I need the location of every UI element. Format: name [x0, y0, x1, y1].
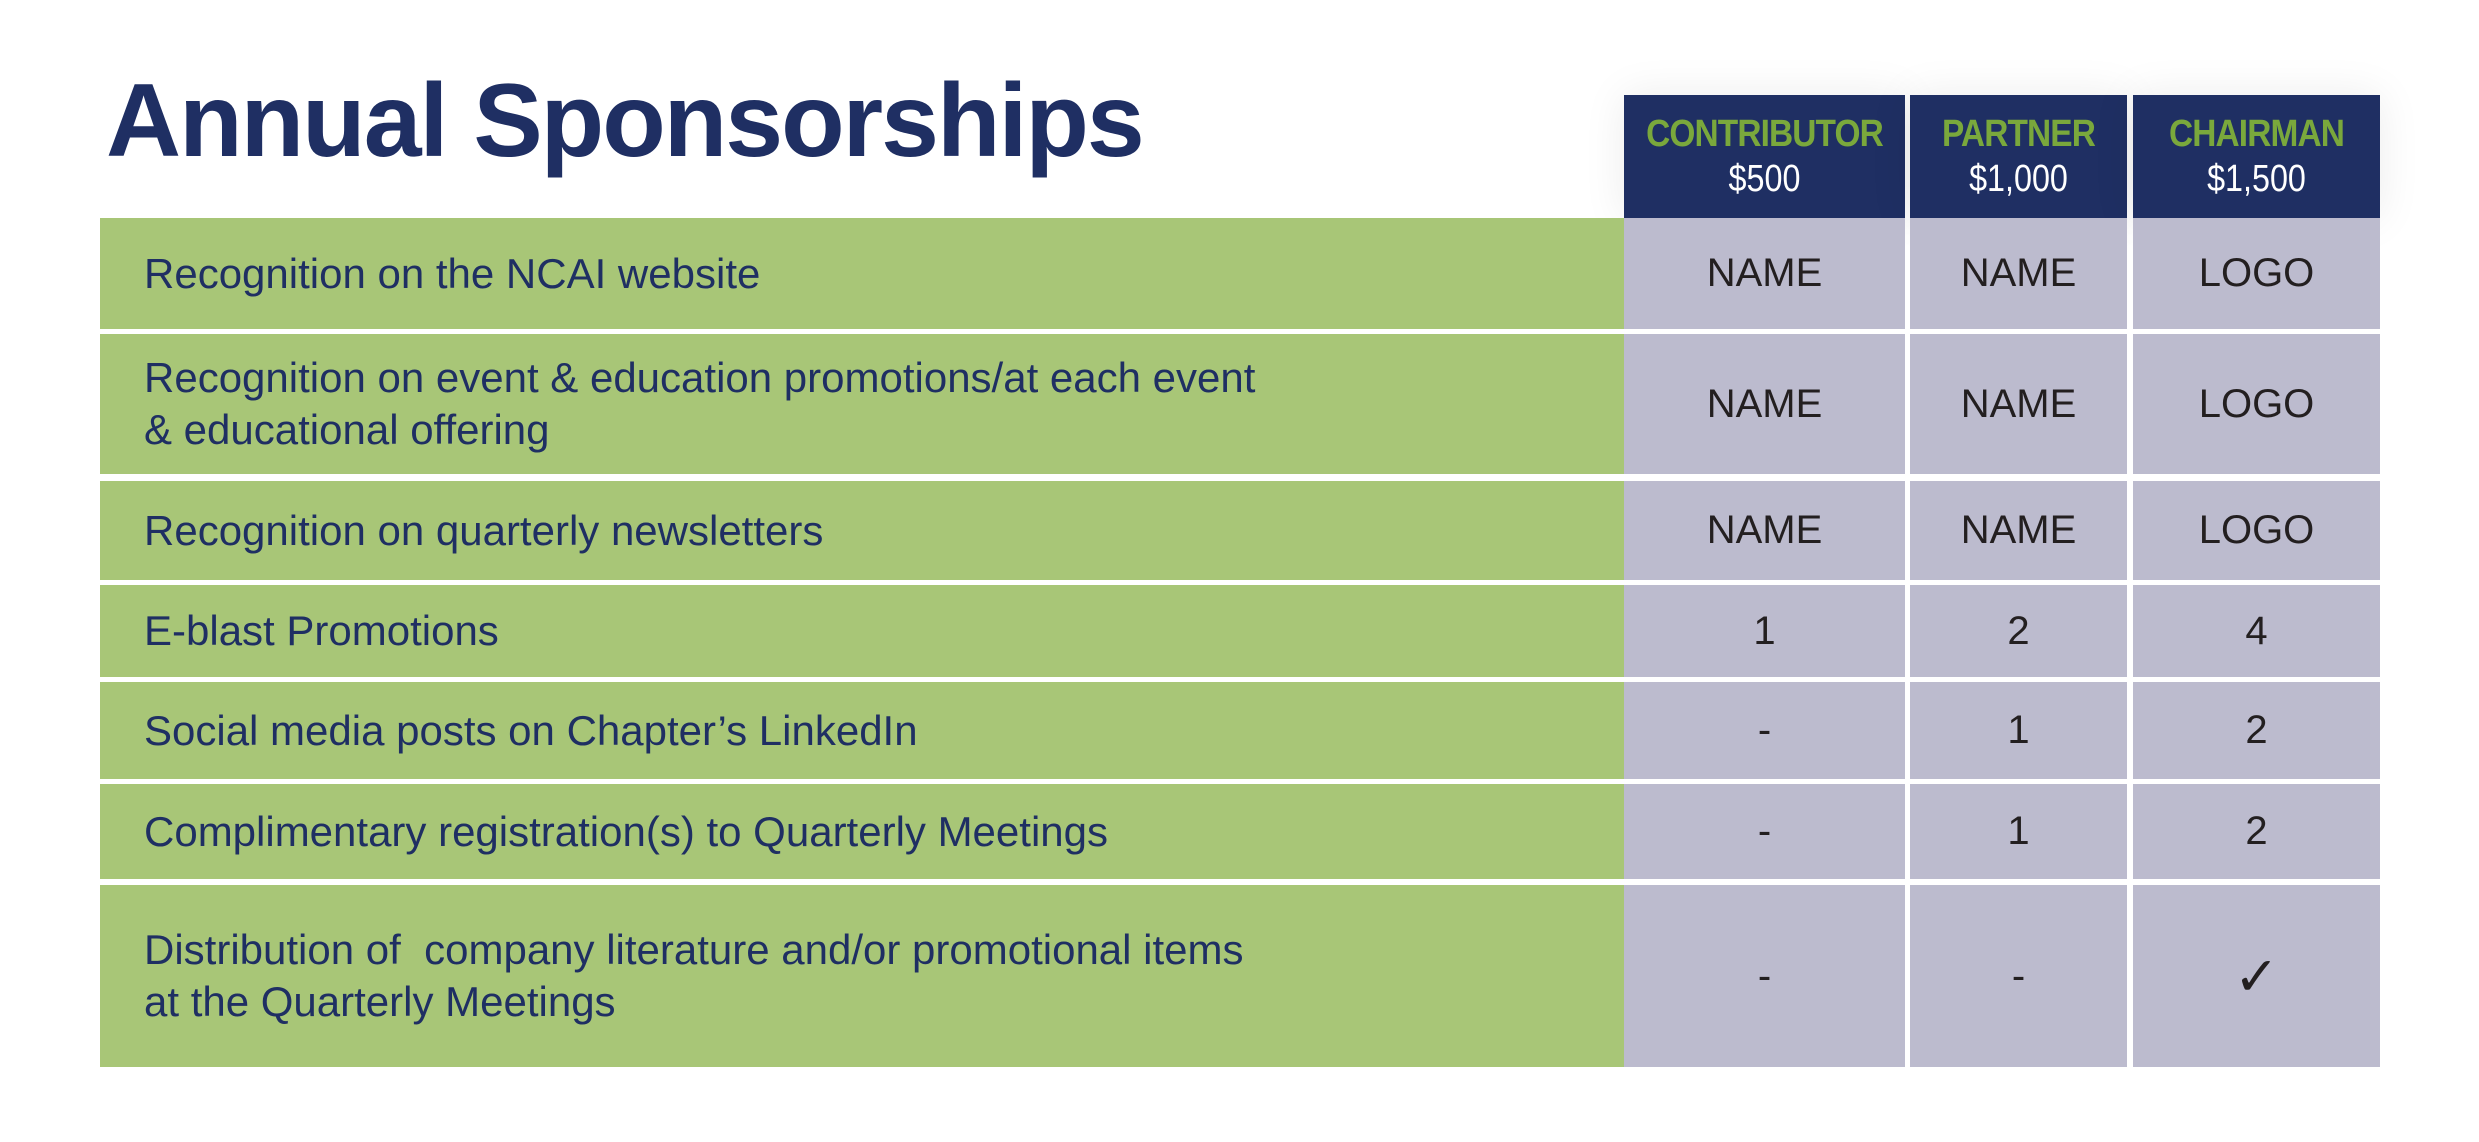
- label-line: Complimentary registration(s) to Quarterly Meetings: [144, 807, 1108, 855]
- tier-header-contributor: [1624, 95, 1905, 218]
- tier-price: $500: [1728, 157, 1801, 200]
- value-cell: NAME: [1624, 334, 1905, 474]
- tier-name: CHAIRMAN: [2168, 112, 2345, 155]
- label-line: Recognition on the NCAI website: [144, 249, 761, 297]
- value-cell: 1: [1624, 585, 1905, 677]
- table-row: [100, 784, 2380, 879]
- label-line: E-blast Promotions: [144, 607, 499, 654]
- benefit-label: [100, 481, 1624, 580]
- tier-name: PARTNER: [1941, 112, 2095, 155]
- value-cell: NAME: [1910, 218, 2127, 329]
- value-cell: -: [1624, 784, 1905, 879]
- table-row: [100, 885, 2380, 1067]
- label-line: Recognition on event & education promotions/at each event: [144, 354, 1256, 401]
- value-cell: NAME: [1624, 481, 1905, 580]
- value-cell: 1: [1910, 784, 2127, 879]
- checkmark-icon: ✓: [2133, 885, 2380, 1067]
- value-cell: LOGO: [2133, 334, 2380, 474]
- benefit-label: [100, 885, 1624, 1067]
- value-cell: NAME: [1910, 334, 2127, 474]
- value-cell: LOGO: [2133, 481, 2380, 580]
- table-row: [100, 218, 2380, 329]
- value-cell: 4: [2133, 585, 2380, 677]
- label-line: at the Quarterly Meetings: [144, 978, 616, 1025]
- label-line: Social media posts on Chapter’s LinkedIn: [144, 706, 918, 754]
- benefit-label: [100, 585, 1624, 677]
- value-cell: NAME: [1624, 218, 1905, 329]
- benefit-label: [100, 784, 1624, 879]
- value-cell: -: [1910, 885, 2127, 1067]
- tier-header-partner: [1910, 95, 2127, 218]
- table-row: [100, 334, 2380, 474]
- value-cell: NAME: [1910, 481, 2127, 580]
- table-row: [100, 481, 2380, 580]
- benefit-label: [100, 682, 1624, 779]
- value-cell: 2: [2133, 784, 2380, 879]
- tier-price: $1,000: [1969, 157, 2068, 200]
- value-cell: LOGO: [2133, 218, 2380, 329]
- value-cell: 2: [1910, 585, 2127, 677]
- value-cell: -: [1624, 885, 1905, 1067]
- page-title: Annual Sponsorships: [106, 63, 1143, 179]
- benefit-label: [100, 218, 1624, 329]
- tier-price: $1,500: [2207, 157, 2306, 200]
- tier-name: CONTRIBUTOR: [1646, 112, 1883, 155]
- value-cell: 2: [2133, 682, 2380, 779]
- value-cell: -: [1624, 682, 1905, 779]
- tier-header-chairman: [2133, 95, 2380, 218]
- table-row: [100, 682, 2380, 779]
- benefit-label: [100, 334, 1624, 474]
- label-line: Recognition on quarterly newsletters: [144, 506, 824, 554]
- label-line: Distribution of company literature and/or promotional items: [144, 926, 1244, 973]
- label-line: & educational offering: [144, 406, 550, 453]
- value-cell: 1: [1910, 682, 2127, 779]
- table-row: [100, 585, 2380, 677]
